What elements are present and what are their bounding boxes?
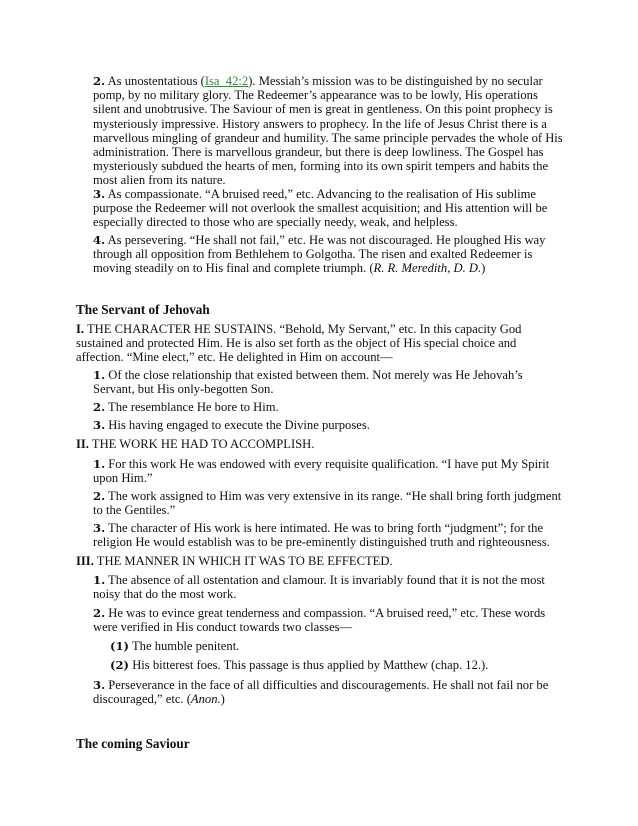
- paragraph-point-4: 4. As persevering. “He shall not fail,” etc. He was not discouraged. He ploughed His way through all opposition from Bethlehem to Golgotha. The risen and exalted Redeemer is moving steadily on to His final and complete triumph. (R. R. Meredith, D. D.): [93, 233, 546, 276]
- list-item: 1. The absence of all ostentation and clamour. It is invariably found that it is not the most noisy that do the most work.: [93, 573, 545, 602]
- division-III: [76, 554, 563, 568]
- paragraph-point-2: [93, 74, 563, 188]
- list-item: 3. His having engaged to execute the Divine purposes.: [93, 418, 370, 432]
- sub-list-item: (2) His bitterest foes. This passage is thus applied by Matthew (chap. 12.).: [110, 658, 489, 672]
- point-number: 3.: [93, 187, 106, 201]
- list-item: 2. The work assigned to Him was very extensive in its range. “He shall bring forth judgment to the Gentiles.”: [93, 489, 562, 518]
- point-number: 2.: [93, 74, 106, 88]
- division-text: THE CHARACTER HE SUSTAINS. “Behold, My Servant,” etc. In this capacity God sustained and protected Him. He is also set forth as the object of His special choice and affection. “Mine elect,” etc. He delighted in Him on account—: [76, 322, 522, 365]
- list-item: 3. Perseverance in the face of all difficulties and discouragements. He shall not fail nor be discouraged,” etc. (Anon.): [93, 678, 549, 707]
- division-label: III.: [76, 554, 94, 568]
- division-II: [76, 437, 563, 451]
- list-item: 2. He was to evince great tenderness and compassion. “A bruised reed,” etc. These words were verified in His conduct towards two classes—: [93, 606, 546, 635]
- list-item: 3. The character of His work is here intimated. He was to bring forth “judgment”; for the religion He would establish was to be pre-eminently distinguished truth and righteousness.: [93, 521, 550, 550]
- division-I: [76, 322, 563, 365]
- list-item: 1. Of the close relationship that existed between them. Not merely was He Jehovah’s Servant, but His only-begotten Son.: [93, 368, 523, 397]
- section-heading-coming-saviour: The coming Saviour: [76, 736, 190, 751]
- list-item: 1. For this work He was endowed with every requisite qualification. “I have put My Spirit upon Him.”: [93, 457, 550, 486]
- point-text-rest: ). Messiah’s mission was to be distinguished by no secular pomp, by no military glory. The Redeemer’s appearance was to be lowly, His operations silent and unobtrusive. The Saviour of men is great in gentleness. On this point prophecy is mysteriously impressive. History answers to prophecy. In the life of Jesus Christ there is a marvellous mingling of grandeur and humility. The same principle pervades the whole of His administration. There is marvellous grandeur, but there is deep lowliness. The Gospel has mysteriously subdued the hearts of men, forming into its own spirit tempers and habits the most alien from its nature.: [93, 74, 563, 188]
- division-label: II.: [76, 437, 89, 451]
- point-text-start: As unostentatious (: [107, 74, 205, 88]
- paragraph-point-3: [93, 187, 563, 230]
- scripture-reference-link[interactable]: Isa_42:2: [204, 74, 249, 88]
- point-number: 4.: [93, 233, 106, 247]
- division-label: I.: [76, 322, 85, 336]
- point-text: As compassionate. “A bruised reed,” etc. Advancing to the realisation of His sublime purpose the Redeemer will not overlook the smallest acquisition; and His attention will be especially directed to those who are specially needy, weak, and helpless.: [93, 187, 548, 230]
- section-heading-servant: The Servant of Jehovah: [76, 302, 210, 317]
- author-attribution: Anon.: [190, 692, 221, 707]
- author-attribution: R. R. Meredith, D. D.: [373, 261, 482, 276]
- division-text: THE MANNER IN WHICH IT WAS TO BE EFFECTED.: [96, 554, 393, 568]
- point-text: As persevering. “He shall not fail,” etc. He was not discouraged. He ploughed His way through all opposition from Bethlehem to Golgotha. The risen and exalted Redeemer is moving steadily on to His final and complete triumph. (: [93, 233, 546, 276]
- division-text: THE WORK HE HAD TO ACCOMPLISH.: [91, 437, 315, 451]
- list-item: 2. The resemblance He bore to Him.: [93, 400, 279, 414]
- sub-list-item: (1) The humble penitent.: [110, 639, 240, 653]
